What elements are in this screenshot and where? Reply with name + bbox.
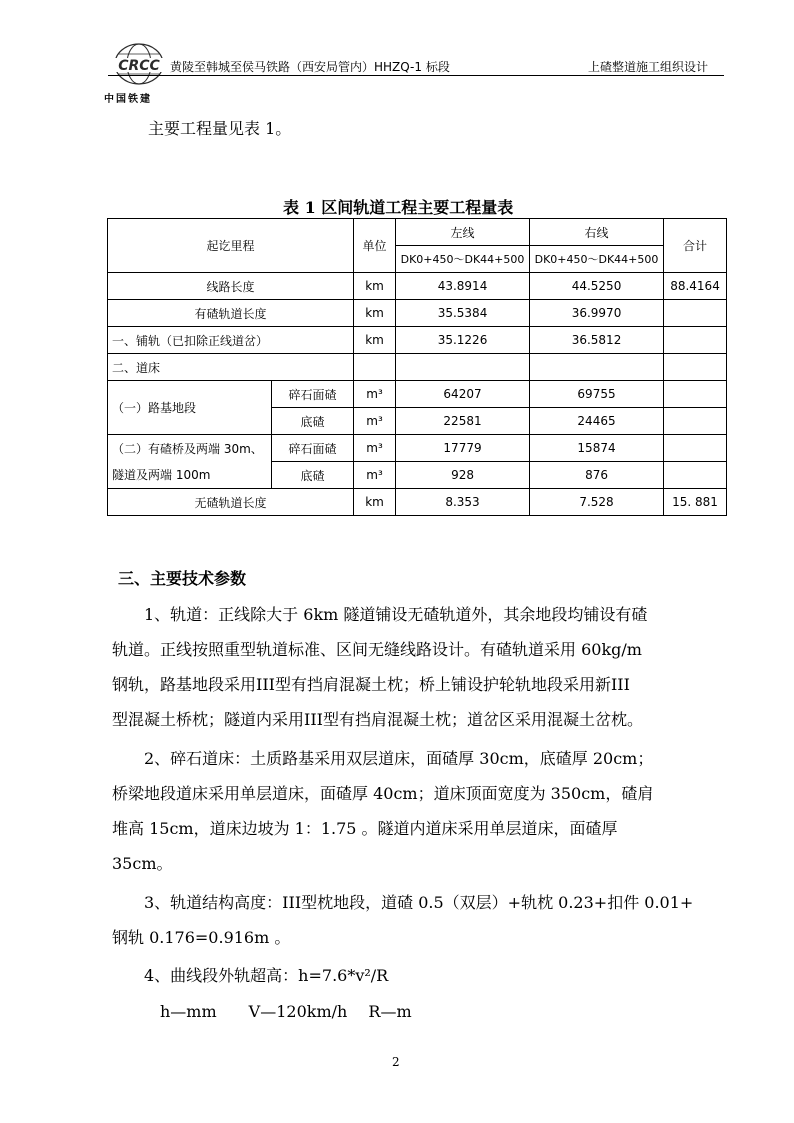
table-row [108, 327, 727, 354]
header-divider [108, 75, 724, 76]
row-right-value: 876 [530, 462, 664, 489]
row-label: 无碴轨道长度 [108, 489, 354, 516]
header-section-cell: 起讫里程 [108, 219, 354, 273]
body-line: 3、轨道结构高度：III型枕地段，道碴 0.5（双层）+轨枕 0.23+扣件 0.01+ [112, 893, 694, 912]
body-line: 堆高 15cm，道床边坡为 1：1.75 。隧道内道床采用单层道床，面碴厚 [112, 819, 618, 838]
body-line: 轨道。正线按照重型轨道标准、区间无缝线路设计。有碴轨道采用 60kg/m [112, 640, 642, 659]
row-left-value: 43.8914 [396, 273, 530, 300]
group-label [108, 435, 272, 489]
quantity-table [107, 218, 727, 516]
row-label: 二、道床 [108, 354, 354, 381]
row-total-value [664, 300, 727, 327]
row-left-value: 22581 [396, 408, 530, 435]
logo-text: CRCC [118, 58, 160, 74]
row-unit: m³ [354, 462, 396, 489]
table-row [108, 435, 727, 462]
body-line: 钢轨 0.176=0.916m 。 [112, 928, 291, 947]
right-range-cell: DK0+450～DK44+500 [530, 246, 664, 273]
row-total-value [664, 462, 727, 489]
header-document-title: 上碴整道施工组织设计 [588, 60, 709, 74]
row-label: 有碴轨道长度 [108, 300, 354, 327]
section-heading: 三、主要技术参数 [118, 569, 247, 588]
group-label-line-1: （二）有碴桥及两端 30m、 [112, 441, 263, 456]
formula-line: 4、曲线段外轨超高：h=7.6*v²/R [112, 966, 389, 985]
row-total-value [664, 408, 727, 435]
row-left-value: 35.1226 [396, 327, 530, 354]
header-left-line-cell: 左线 [396, 219, 530, 246]
row-left-value: 8.353 [396, 489, 530, 516]
body-line: 桥梁地段道床采用单层道床，面碴厚 40cm；道床顶面宽度为 350cm，碴肩 [112, 784, 654, 803]
body-line: 钢轨，路基地段采用III型有挡肩混凝土枕；桥上铺设护轮轨地段采用新III [112, 675, 630, 694]
row-unit: km [354, 489, 396, 516]
left-range-cell: DK0+450～DK44+500 [396, 246, 530, 273]
table-row [108, 489, 727, 516]
row-sub-label: 底碴 [272, 408, 354, 435]
row-total-value: 88.4164 [664, 273, 727, 300]
row-sub-label: 底碴 [272, 462, 354, 489]
header-project-title: 黄陵至韩城至侯马铁路（西安局管内）HHZQ-1 标段 [170, 60, 450, 74]
row-right-value: 44.5250 [530, 273, 664, 300]
row-right-value: 69755 [530, 381, 664, 408]
row-left-value: 17779 [396, 435, 530, 462]
row-label: 一、铺轨（已扣除正线道岔） [108, 327, 354, 354]
logo-caption: 中国铁建 [104, 94, 152, 105]
table-row [108, 273, 727, 300]
row-right-value: 7.528 [530, 489, 664, 516]
body-line: 2、碎石道床：土质路基采用双层道床，面碴厚 30cm，底碴厚 20cm； [112, 749, 654, 768]
row-unit: km [354, 273, 396, 300]
header-unit-cell: 单位 [354, 219, 396, 273]
page-number: 2 [392, 1055, 400, 1069]
group-label: （一）路基地段 [108, 381, 272, 435]
header-right-line-cell: 右线 [530, 219, 664, 246]
row-unit: m³ [354, 381, 396, 408]
row-left-value: 928 [396, 462, 530, 489]
formula-legend-line: h—mm V—120km/h R—m [112, 1002, 412, 1021]
body-line: 1、轨道：正线除大于 6km 隧道铺设无碴轨道外，其余地段均铺设有碴 [112, 605, 648, 624]
table-row [108, 381, 727, 408]
row-left-value: 64207 [396, 381, 530, 408]
row-unit: km [354, 327, 396, 354]
row-right-value: 36.9970 [530, 300, 664, 327]
row-left-value: 35.5384 [396, 300, 530, 327]
row-right-value: 24465 [530, 408, 664, 435]
row-label: 线路长度 [108, 273, 354, 300]
table-header-row [108, 219, 727, 246]
row-sub-label: 碎石面碴 [272, 435, 354, 462]
body-line: 型混凝土桥枕；隧道内采用III型有挡肩混凝土枕；道岔区采用混凝土岔枕。 [112, 710, 643, 729]
row-sub-label: 碎石面碴 [272, 381, 354, 408]
row-total-value [664, 327, 727, 354]
row-right-value: 36.5812 [530, 327, 664, 354]
group-label-line-2: 隧道及两端 100m [112, 467, 211, 482]
row-total-value [664, 435, 727, 462]
intro-paragraph: 主要工程量见表 1。 [148, 119, 292, 138]
row-unit: m³ [354, 408, 396, 435]
row-right-value: 15874 [530, 435, 664, 462]
row-unit: m³ [354, 435, 396, 462]
body-line: 35cm。 [112, 854, 173, 873]
table-row [108, 354, 727, 381]
table-row [108, 300, 727, 327]
row-unit: km [354, 300, 396, 327]
table-title: 表 1 区间轨道工程主要工程量表 [283, 198, 514, 217]
row-total-value: 15. 881 [664, 489, 727, 516]
header-total-cell: 合计 [664, 219, 727, 273]
row-total-value [664, 381, 727, 408]
